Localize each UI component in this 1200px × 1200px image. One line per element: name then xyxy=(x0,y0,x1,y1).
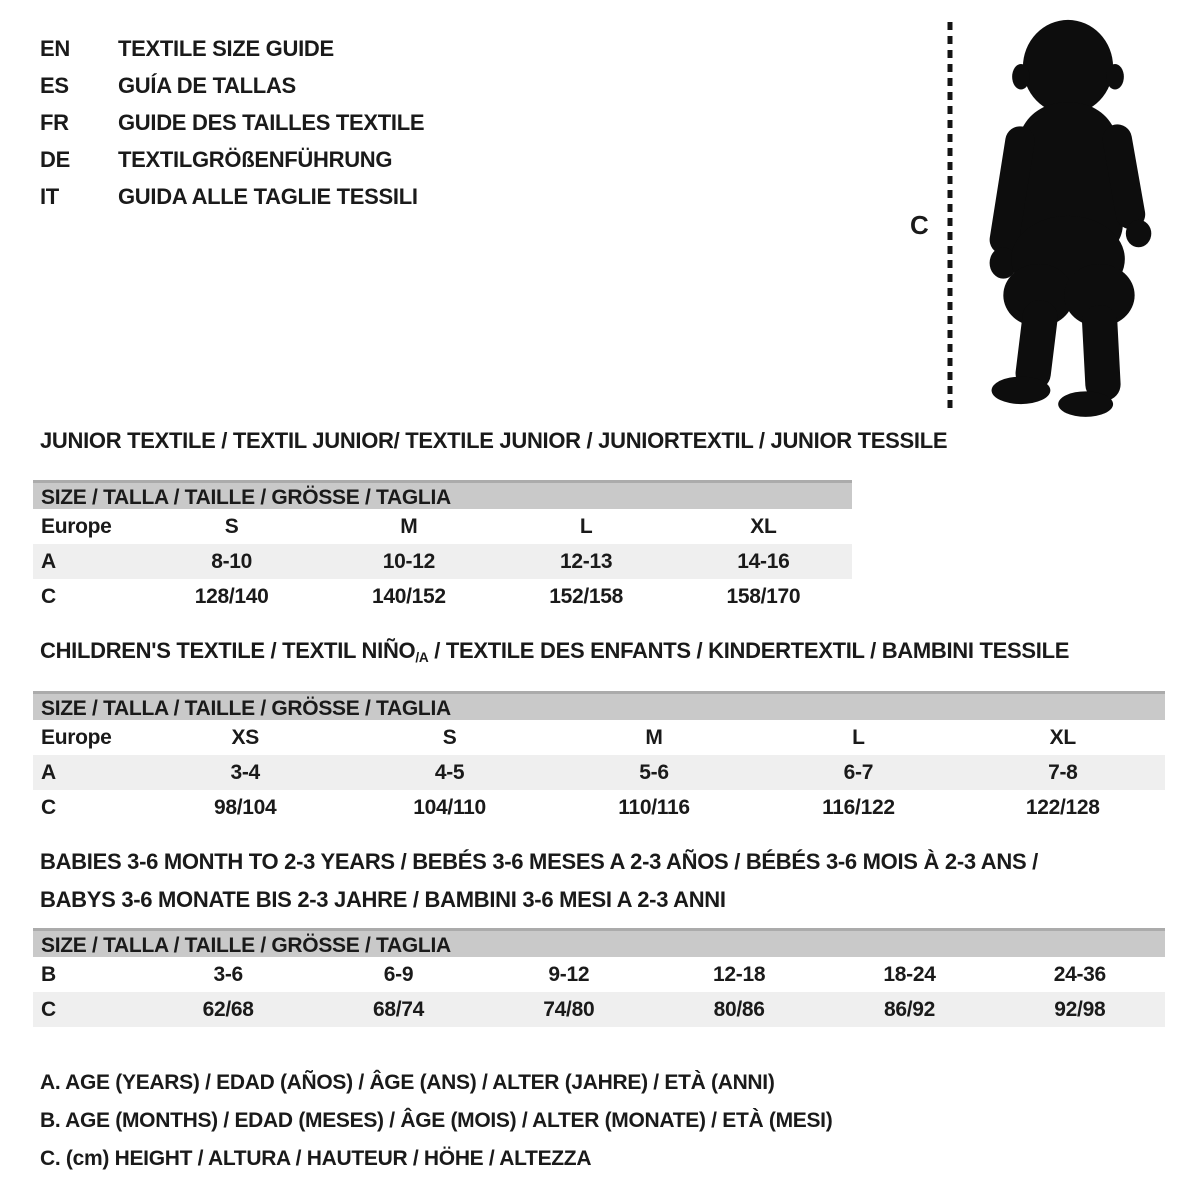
section-babies-textile xyxy=(33,843,1165,1027)
row-label: Europe xyxy=(41,514,112,538)
language-list xyxy=(40,30,424,215)
value-cell: 12-18 xyxy=(713,962,766,986)
value-cell: 98/104 xyxy=(213,795,277,819)
value-cell: 6-7 xyxy=(843,760,874,784)
title-part: / TEXTILE DES ENFANTS / KINDERTEXTIL / BAMBINI TESSILE xyxy=(428,638,1070,663)
section-title-children xyxy=(40,638,1165,667)
row-label: A xyxy=(41,760,56,784)
table-row-height xyxy=(33,992,1165,1027)
value-cell: 3-4 xyxy=(230,760,260,784)
children-size-table xyxy=(33,691,1165,825)
value-cell: 12-13 xyxy=(560,549,613,573)
section-title-babies-line2: BABYS 3-6 MONATE BIS 2-3 JAHRE / BAMBINI 3-6 MESI A 2-3 ANNI xyxy=(40,887,726,912)
value-cell: 14-16 xyxy=(737,549,790,573)
size-cell: XL xyxy=(1049,725,1076,749)
section-title-babies-line1: BABIES 3-6 MONTH TO 2-3 YEARS / BEBÉS 3-6 MESES A 2-3 AÑOS / BÉBÉS 3-6 MOIS À 2-3 ANS / xyxy=(40,849,1038,874)
language-row xyxy=(40,141,424,178)
language-code: FR xyxy=(40,109,69,135)
table-row-europe xyxy=(33,509,852,544)
value-cell: 68/74 xyxy=(372,997,425,1021)
value-cell: 62/68 xyxy=(202,997,254,1021)
guide-title-de: TEXTILGRÖßENFÜHRUNG xyxy=(118,146,393,172)
size-cell: S xyxy=(442,725,457,749)
value-cell: 158/170 xyxy=(726,584,801,608)
size-cell: XL xyxy=(750,514,777,538)
babies-size-table xyxy=(33,928,1165,1027)
section-junior-textile xyxy=(33,428,948,614)
value-cell: 8-10 xyxy=(211,549,253,573)
guide-title-fr: GUIDE DES TAILLES TEXTILE xyxy=(118,109,425,135)
row-label: A xyxy=(41,549,56,573)
row-label: Europe xyxy=(41,725,112,749)
size-header-bar: SIZE / TALLA / TAILLE / GRÖSSE / TAGLIA xyxy=(33,480,852,509)
value-cell: 24-36 xyxy=(1053,962,1106,986)
title-part: CHILDREN'S TEXTILE / TEXTIL NIÑO xyxy=(40,638,416,663)
value-cell: 152/158 xyxy=(549,584,624,608)
language-code: EN xyxy=(40,35,70,61)
language-row xyxy=(40,178,424,215)
size-cell: L xyxy=(579,514,593,538)
value-cell: 122/128 xyxy=(1025,795,1100,819)
value-cell: 110/116 xyxy=(618,795,690,819)
legend-line-c: C. (cm) HEIGHT / ALTURA / HAUTEUR / HÖHE / ALTEZZA xyxy=(40,1147,592,1170)
legend-line-b: B. AGE (MONTHS) / EDAD (MESES) / ÂGE (MOIS) / ALTER (MONATE) / ETÀ (MESI) xyxy=(40,1109,833,1132)
value-cell: 104/110 xyxy=(413,795,486,819)
table-row-age xyxy=(33,544,852,579)
height-figure xyxy=(878,10,1188,430)
value-cell: 4-5 xyxy=(434,760,465,784)
value-cell: 92/98 xyxy=(1054,997,1106,1021)
value-cell: 86/92 xyxy=(883,997,936,1021)
row-label: C xyxy=(41,795,56,819)
title-subscript: /A xyxy=(415,649,429,665)
value-cell: 6-9 xyxy=(383,962,414,986)
size-cell: L xyxy=(852,725,865,749)
size-cell: M xyxy=(400,514,418,538)
figure-graphic xyxy=(878,10,1188,430)
value-cell: 9-12 xyxy=(548,962,590,986)
guide-title-en: TEXTILE SIZE GUIDE xyxy=(118,35,334,61)
size-cell: S xyxy=(224,514,239,538)
guide-title-it: GUIDA ALLE TAGLIE TESSILI xyxy=(118,183,418,209)
language-code: ES xyxy=(40,72,69,98)
language-row xyxy=(40,30,424,67)
size-header-bar: SIZE / TALLA / TAILLE / GRÖSSE / TAGLIA xyxy=(33,928,1165,957)
size-header-bar: SIZE / TALLA / TAILLE / GRÖSSE / TAGLIA xyxy=(33,691,1165,720)
language-code: IT xyxy=(40,183,59,209)
guide-title-es: GUÍA DE TALLAS xyxy=(118,72,296,98)
row-label: B xyxy=(41,962,56,986)
legend-line-a: A. AGE (YEARS) / EDAD (AÑOS) / ÂGE (ANS) / ALTER (JAHRE) / ETÀ (ANNI) xyxy=(40,1071,775,1094)
table-row-europe xyxy=(33,720,1165,755)
value-cell: 18-24 xyxy=(883,962,936,986)
table-row-height xyxy=(33,790,1165,825)
language-row xyxy=(40,67,424,104)
value-cell: 128/140 xyxy=(194,584,269,608)
value-cell: 7-8 xyxy=(1048,760,1078,784)
junior-size-table xyxy=(33,480,852,614)
value-cell: 140/152 xyxy=(371,584,446,608)
table-row-age xyxy=(33,755,1165,790)
table-row-height xyxy=(33,579,852,614)
value-cell: 80/86 xyxy=(713,997,765,1021)
legend xyxy=(40,1064,832,1178)
height-measure-label: C xyxy=(910,210,929,240)
language-row xyxy=(40,104,424,141)
value-cell: 74/80 xyxy=(543,997,595,1021)
section-title-junior: JUNIOR TEXTILE / TEXTIL JUNIOR/ TEXTILE JUNIOR / JUNIORTEXTIL / JUNIOR TESSILE xyxy=(40,428,948,453)
row-label: C xyxy=(41,584,56,608)
value-cell: 10-12 xyxy=(382,549,435,573)
language-code: DE xyxy=(40,146,70,172)
value-cell: 3-6 xyxy=(213,962,243,986)
row-label: C xyxy=(41,997,56,1021)
value-cell: 116/122 xyxy=(822,795,895,819)
section-childrens-textile xyxy=(33,638,1165,825)
baby-silhouette-icon xyxy=(988,20,1152,417)
size-cell: M xyxy=(645,725,663,749)
value-cell: 5-6 xyxy=(639,760,669,784)
size-cell: XS xyxy=(231,725,259,749)
table-row-months xyxy=(33,957,1165,992)
